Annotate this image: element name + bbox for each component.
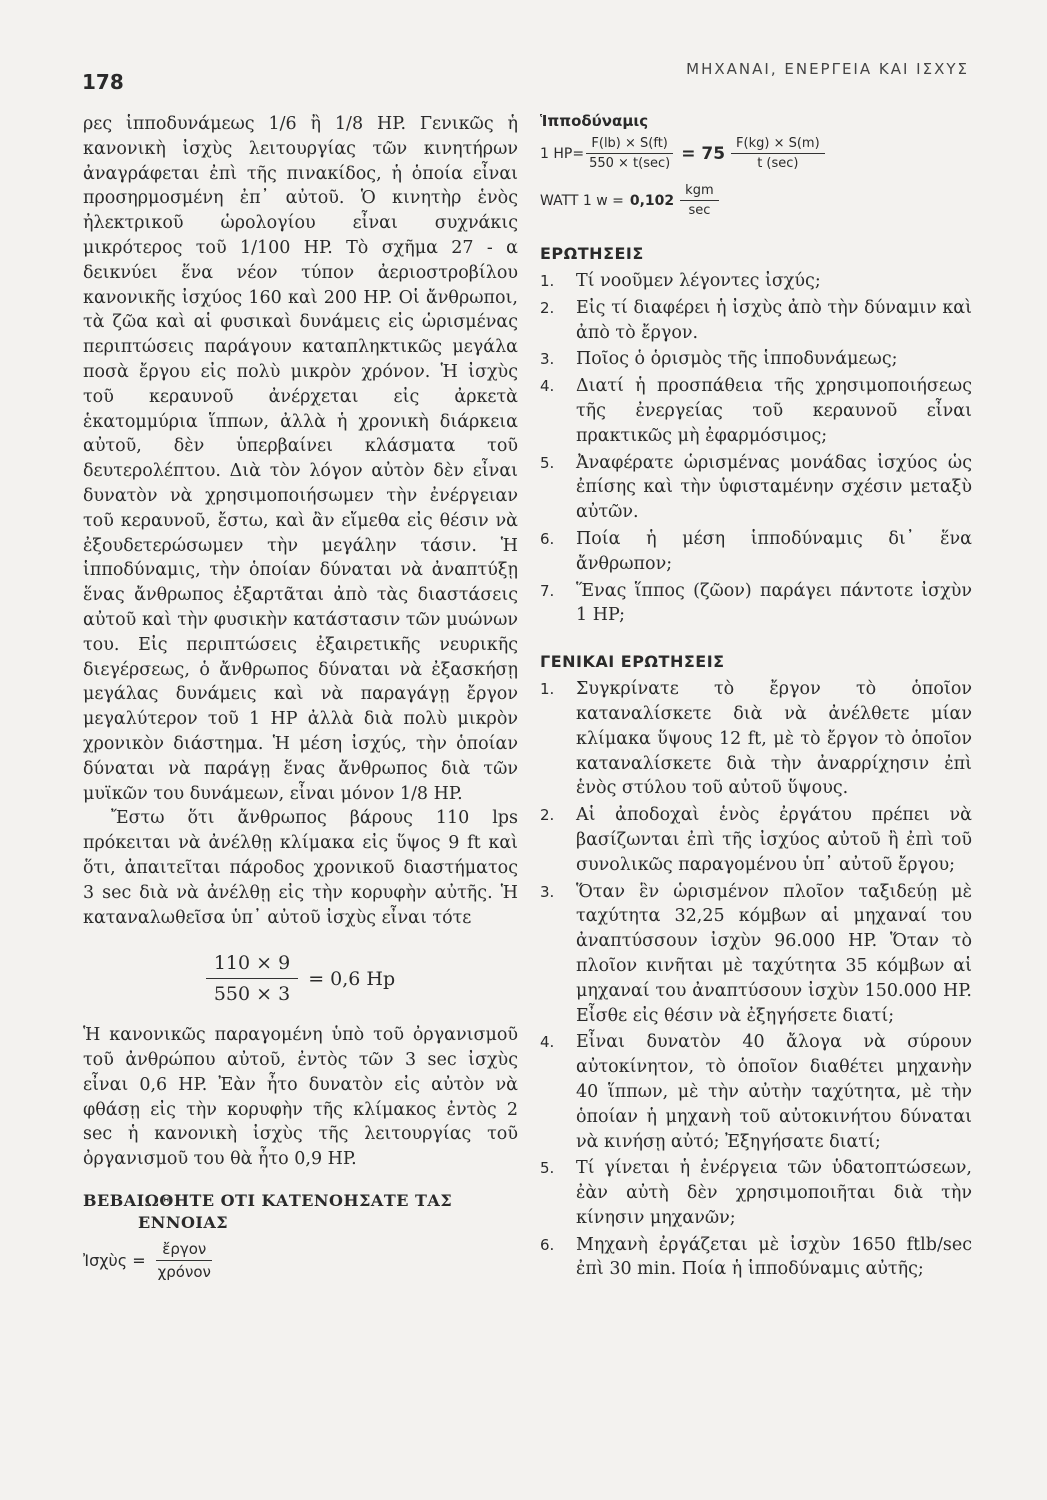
question-text: Εἶναι δυνατὸν 40 ἄλογα νὰ σύρουν αὐτοκίνητον, τὸ ὁποῖον διαθέτει μηχανὴν 40 ἵππων, μὲ τὴν αὐτὴν ταχύτητα, μὲ τὴν ὁποίαν ἡ μηχανὴ τοῦ αὐτοκινήτου δύναται νὰ κινήσῃ αὐτό; Ἐξηγήσατε διατί; (576, 1032, 972, 1152)
formula-denominator: 550 × 3 (213, 983, 291, 1006)
question-number: 5. (540, 1159, 555, 1178)
right-column (540, 112, 972, 1284)
watt-value: 0,102 (629, 192, 675, 209)
list-item (540, 579, 972, 629)
power-calculation-formula (83, 952, 518, 1005)
question-number: 2. (540, 806, 555, 825)
question-number: 6. (540, 529, 555, 548)
formula-numerator: 110 × 9 (206, 952, 298, 979)
formula-result: = 0,6 Hp (308, 967, 396, 990)
question-number: 3. (540, 882, 555, 901)
question-text: Τί νοοῦμεν λέγοντες ἰσχύς; (576, 271, 821, 291)
hp-metric-denominator: t (sec) (757, 156, 799, 171)
list-item (540, 1156, 972, 1230)
watt-lhs: WATT 1 w = (540, 192, 624, 209)
question-text: Συγκρίνατε τὸ ἔργον τὸ ὁποῖον καταναλίσκετε διὰ νὰ ἀνέλθετε μίαν κλίμακα ὕψους 12 ft, μὲ τὸ ἔργον τὸ ὁποῖον καταναλίσκετε διὰ τὴν ἀναρρίχησιν ἐπὶ ἑνὸς στύλου τοῦ αὐτοῦ ὕψους. (576, 679, 972, 799)
watt-numerator: kgm (680, 183, 718, 201)
question-text: Μηχανὴ ἐργάζεται μὲ ἰσχὺν 1650 ftlb/sec ἐπὶ 30 min. Ποία ἡ ἱπποδύναμις αὐτῆς; (576, 1234, 972, 1280)
question-text: Ἕνας ἵππος (ζῶον) παράγει πάντοτε ἰσχὺν 1 HP; (576, 580, 972, 626)
hp-mid-constant: = 75 (681, 143, 726, 164)
hp-fraction-metric (731, 136, 825, 171)
list-item (540, 451, 972, 525)
left-column (83, 112, 518, 1281)
question-text: Εἰς τί διαφέρει ἡ ἰσχὺς ἀπὸ τὴν δύναμιν καὶ ἀπὸ τὸ ἔργον. (576, 297, 972, 343)
question-number: 3. (540, 350, 555, 369)
list-item (540, 374, 972, 448)
list-item (540, 1030, 972, 1154)
questions-heading: ΕΡΩΤΗΣΕΙΣ (540, 244, 644, 263)
list-item (540, 880, 972, 1029)
concepts-heading (83, 1190, 518, 1234)
watt-fraction (680, 183, 718, 218)
list-item (540, 527, 972, 577)
question-number: 6. (540, 1235, 555, 1254)
body-paragraph-2: Ἔστω ὅτι ἄνθρωπος βάρους 110 lps πρόκειται νὰ ἀνέλθῃ κλίμακα εἰς ὕψος 9 ft καὶ ὅτι, ἀπαιτεῖται πάροδος χρονικοῦ διαστήματος 3 sec διὰ νὰ ἀνέλθῃ εἰς τὴν κορυφὴν αὐτῆς. Ἡ καταναλωθεῖσα ὑπ᾽ αὐτοῦ ἰσχὺς εἶναι τότε (83, 808, 518, 928)
question-text: Ὅταν ἓν ὡρισμένον πλοῖον ταξιδεύῃ μὲ ταχύτητα 32,25 κόμβων αἱ μηχαναί του ἀναπτύσσουν ἰσχὺν 96.000 HP. Ὅταν τὸ πλοῖον κινῆται μὲ ταχύτητα 35 κόμβων αἱ μηχαναί του ἀναπτύσουν ἰσχὺν 150.000 HP. Εἶσθε εἰς θέσιν νὰ ἐξηγήσετε διατί; (576, 881, 972, 1026)
body-paragraph-1: ρες ἱπποδυνάμεως 1/6 ἢ 1/8 HP. Γενικῶς ἡ κανονικὴ ἰσχὺς λειτουργίας τῶν κινητήρων ἀναγράφεται ἐπὶ τῆς πινακίδος, ἡ ὁποία εἶναι προσηρμοσμένη ἐπ᾽ αὐτοῦ. Ὁ κινητὴρ ἑνὸς ἠλεκτρικοῦ ὡρολογίου εἶναι συχνάκις μικρότερος τοῦ 1/100 HP. Τὸ σχῆμα 27 - α δεικνύει ἕνα νέον τύπον ἀεριοστροβίλου κανονικῆς ἰσχύος 160 καὶ 200 HP. Οἱ ἄνθρωποι, τὰ ζῶα καὶ αἱ φυσικαὶ δυνάμεις εἰς ὡρισμένας περιπτώσεις παράγουν καταπληκτικῶς μεγάλα ποσὰ ἔργου εἰς πολὺ μικρὸν χρόνον. Ἡ ἰσχὺς τοῦ κεραυνοῦ ἀνέρχεται εἰς ἀρκετὰ ἑκατομμύρια ἵππων, ἀλλὰ ἡ χρονικὴ διάρκεια αὐτοῦ, δὲν ὑπερβαίνει κλάσματα τοῦ δευτερολέπτου. Διὰ τὸν λόγον αὐτὸν δὲν εἶναι δυνατὸν νὰ χρησιμοποιήσωμεν τὴν ἐνέργειαν τοῦ κεραυνοῦ, ἔστω, καὶ ἂν εἴμεθα εἰς θέσιν νὰ ἐξουδετερώσωμεν τὴν μεγάλην τάσιν. Ἡ ἱπποδύναμις, τὴν ὁποίαν δύναται νὰ ἀναπτύξῃ ἕνας ἄνθρωπος ἐξαρτᾶται ἀπὸ τὰς διαστάσεις αὐτοῦ καὶ τὴν φυσικὴν κατάστασιν τῶν μυώνων του. Εἰς περιπτώσεις ἐξαιρετικῆς νευρικῆς διεγέρσεως, ὁ ἄνθρωπος δύναται νὰ ἐξασκήσῃ μεγάλας δυνάμεις καὶ νὰ παραγάγῃ ἔργον μεγαλύτερον τοῦ 1 HP ἀλλὰ διὰ πολὺ μικρὸν χρονικὸν διάστημα. Ἡ μέση ἰσχύς, τὴν ὁποίαν δύναται νὰ παράγῃ ἕνας ἄνθρωπος διὰ τῶν μυϊκῶν του δυνάμεων, εἶναι μόνον 1/8 HP. (83, 114, 518, 804)
general-questions-heading: ΓΕΝΙΚΑΙ ΕΡΩΤΗΣΕΙΣ (540, 652, 725, 672)
body-paragraph-3: Ἡ κανονικῶς παραγομένη ὑπὸ τοῦ ὀργανισμοῦ τοῦ ἀνθρώπου αὐτοῦ, ἐντὸς τῶν 3 sec ἰσχὺς εἶναι 0,6 HP. Ἐὰν ἦτο δυνατὸν εἰς αὐτὸν νὰ φθάσῃ εἰς τὴν κορυφὴν τῆς κλίμακος ἐντὸς 2 sec ἡ κανονικὴ ἰσχὺς τῆς λειτουργίας τοῦ ὀργανισμοῦ του θὰ ἦτο 0,9 HP. (83, 1025, 518, 1170)
question-number: 2. (540, 298, 555, 317)
power-definition (83, 1240, 518, 1281)
concepts-heading-line2: ΕΝΝΟΙΑΣ (138, 1213, 229, 1233)
power-definition-denominator: χρόνον (157, 1263, 211, 1282)
power-definition-numerator: ἔργον (156, 1240, 212, 1261)
concepts-heading-line1: ΒΕΒΑΙΩΘΗΤΕ ΟΤΙ ΚΑΤΕΝΟΗΣΑΤΕ ΤΑΣ (83, 1191, 453, 1211)
hp-imperial-denominator: 550 × t(sec) (589, 156, 671, 171)
page-number: 178 (82, 70, 124, 94)
hp-imperial-numerator: F(lb) × S(ft) (586, 136, 672, 154)
question-number: 1. (540, 680, 555, 699)
question-text: Ποῖος ὁ ὁρισμὸς τῆς ἱπποδυνάμεως; (576, 349, 898, 370)
question-number: 4. (540, 1033, 555, 1052)
list-item (540, 677, 972, 801)
question-text: Διατί ἡ προσπάθεια τῆς χρησιμοποιήσεως τῆς ἐνεργείας τοῦ κεραυνοῦ εἶναι πρακτικῶς μὴ ἐφαρμόσιμος; (576, 376, 972, 446)
hp-lhs: 1 HP= (540, 145, 585, 162)
hp-fraction-imperial (584, 136, 675, 171)
question-number: 5. (540, 453, 555, 472)
list-item (540, 296, 972, 346)
power-definition-fraction (152, 1240, 217, 1281)
general-questions-list (540, 677, 972, 1282)
formula-fraction (206, 952, 298, 1005)
question-number: 7. (540, 581, 555, 600)
power-definition-label: Ἰσχὺς = (83, 1251, 146, 1271)
list-item (540, 803, 972, 877)
questions-list (540, 269, 972, 628)
watt-denominator: sec (688, 203, 711, 218)
list-item (540, 269, 972, 294)
question-text: Ἀναφέρατε ὡρισμένας μονάδας ἰσχύος ὡς ἐπίσης καὶ τὴν ὑφισταμένην σχέσιν μεταξὺ αὐτῶν. (576, 452, 972, 523)
question-text: Ποία ἡ μέση ἱπποδύναμις δι᾽ ἕνα ἄνθρωπον; (576, 528, 972, 574)
question-number: 1. (540, 272, 555, 290)
list-item (540, 1233, 972, 1283)
question-number: 4. (540, 377, 555, 396)
horsepower-title: Ἱπποδύναμις (540, 112, 649, 130)
watt-formula (540, 183, 972, 218)
running-header: ΜΗΧΑΝΑΙ, ΕΝΕΡΓΕΙΑ ΚΑΙ ΙΣΧΥΣ (686, 60, 969, 78)
list-item (540, 347, 972, 372)
horsepower-formula (540, 136, 972, 171)
question-text: Αἱ ἀποδοχαὶ ἑνὸς ἐργάτου πρέπει νὰ βασίζωνται ἐπὶ τῆς ἰσχύος αὐτοῦ ἢ ἐπὶ τοῦ συνολικῶς παραγομένου ὑπ᾽ αὐτοῦ ἔργου; (576, 805, 972, 875)
hp-metric-numerator: F(kg) × S(m) (731, 136, 825, 154)
question-text: Τί γίνεται ἡ ἐνέργεια τῶν ὑδατοπτώσεων, ἐὰν αὐτὴ δὲν χρησιμοποιῆται διὰ τὴν κίνησιν μηχανῶν; (576, 1158, 972, 1228)
